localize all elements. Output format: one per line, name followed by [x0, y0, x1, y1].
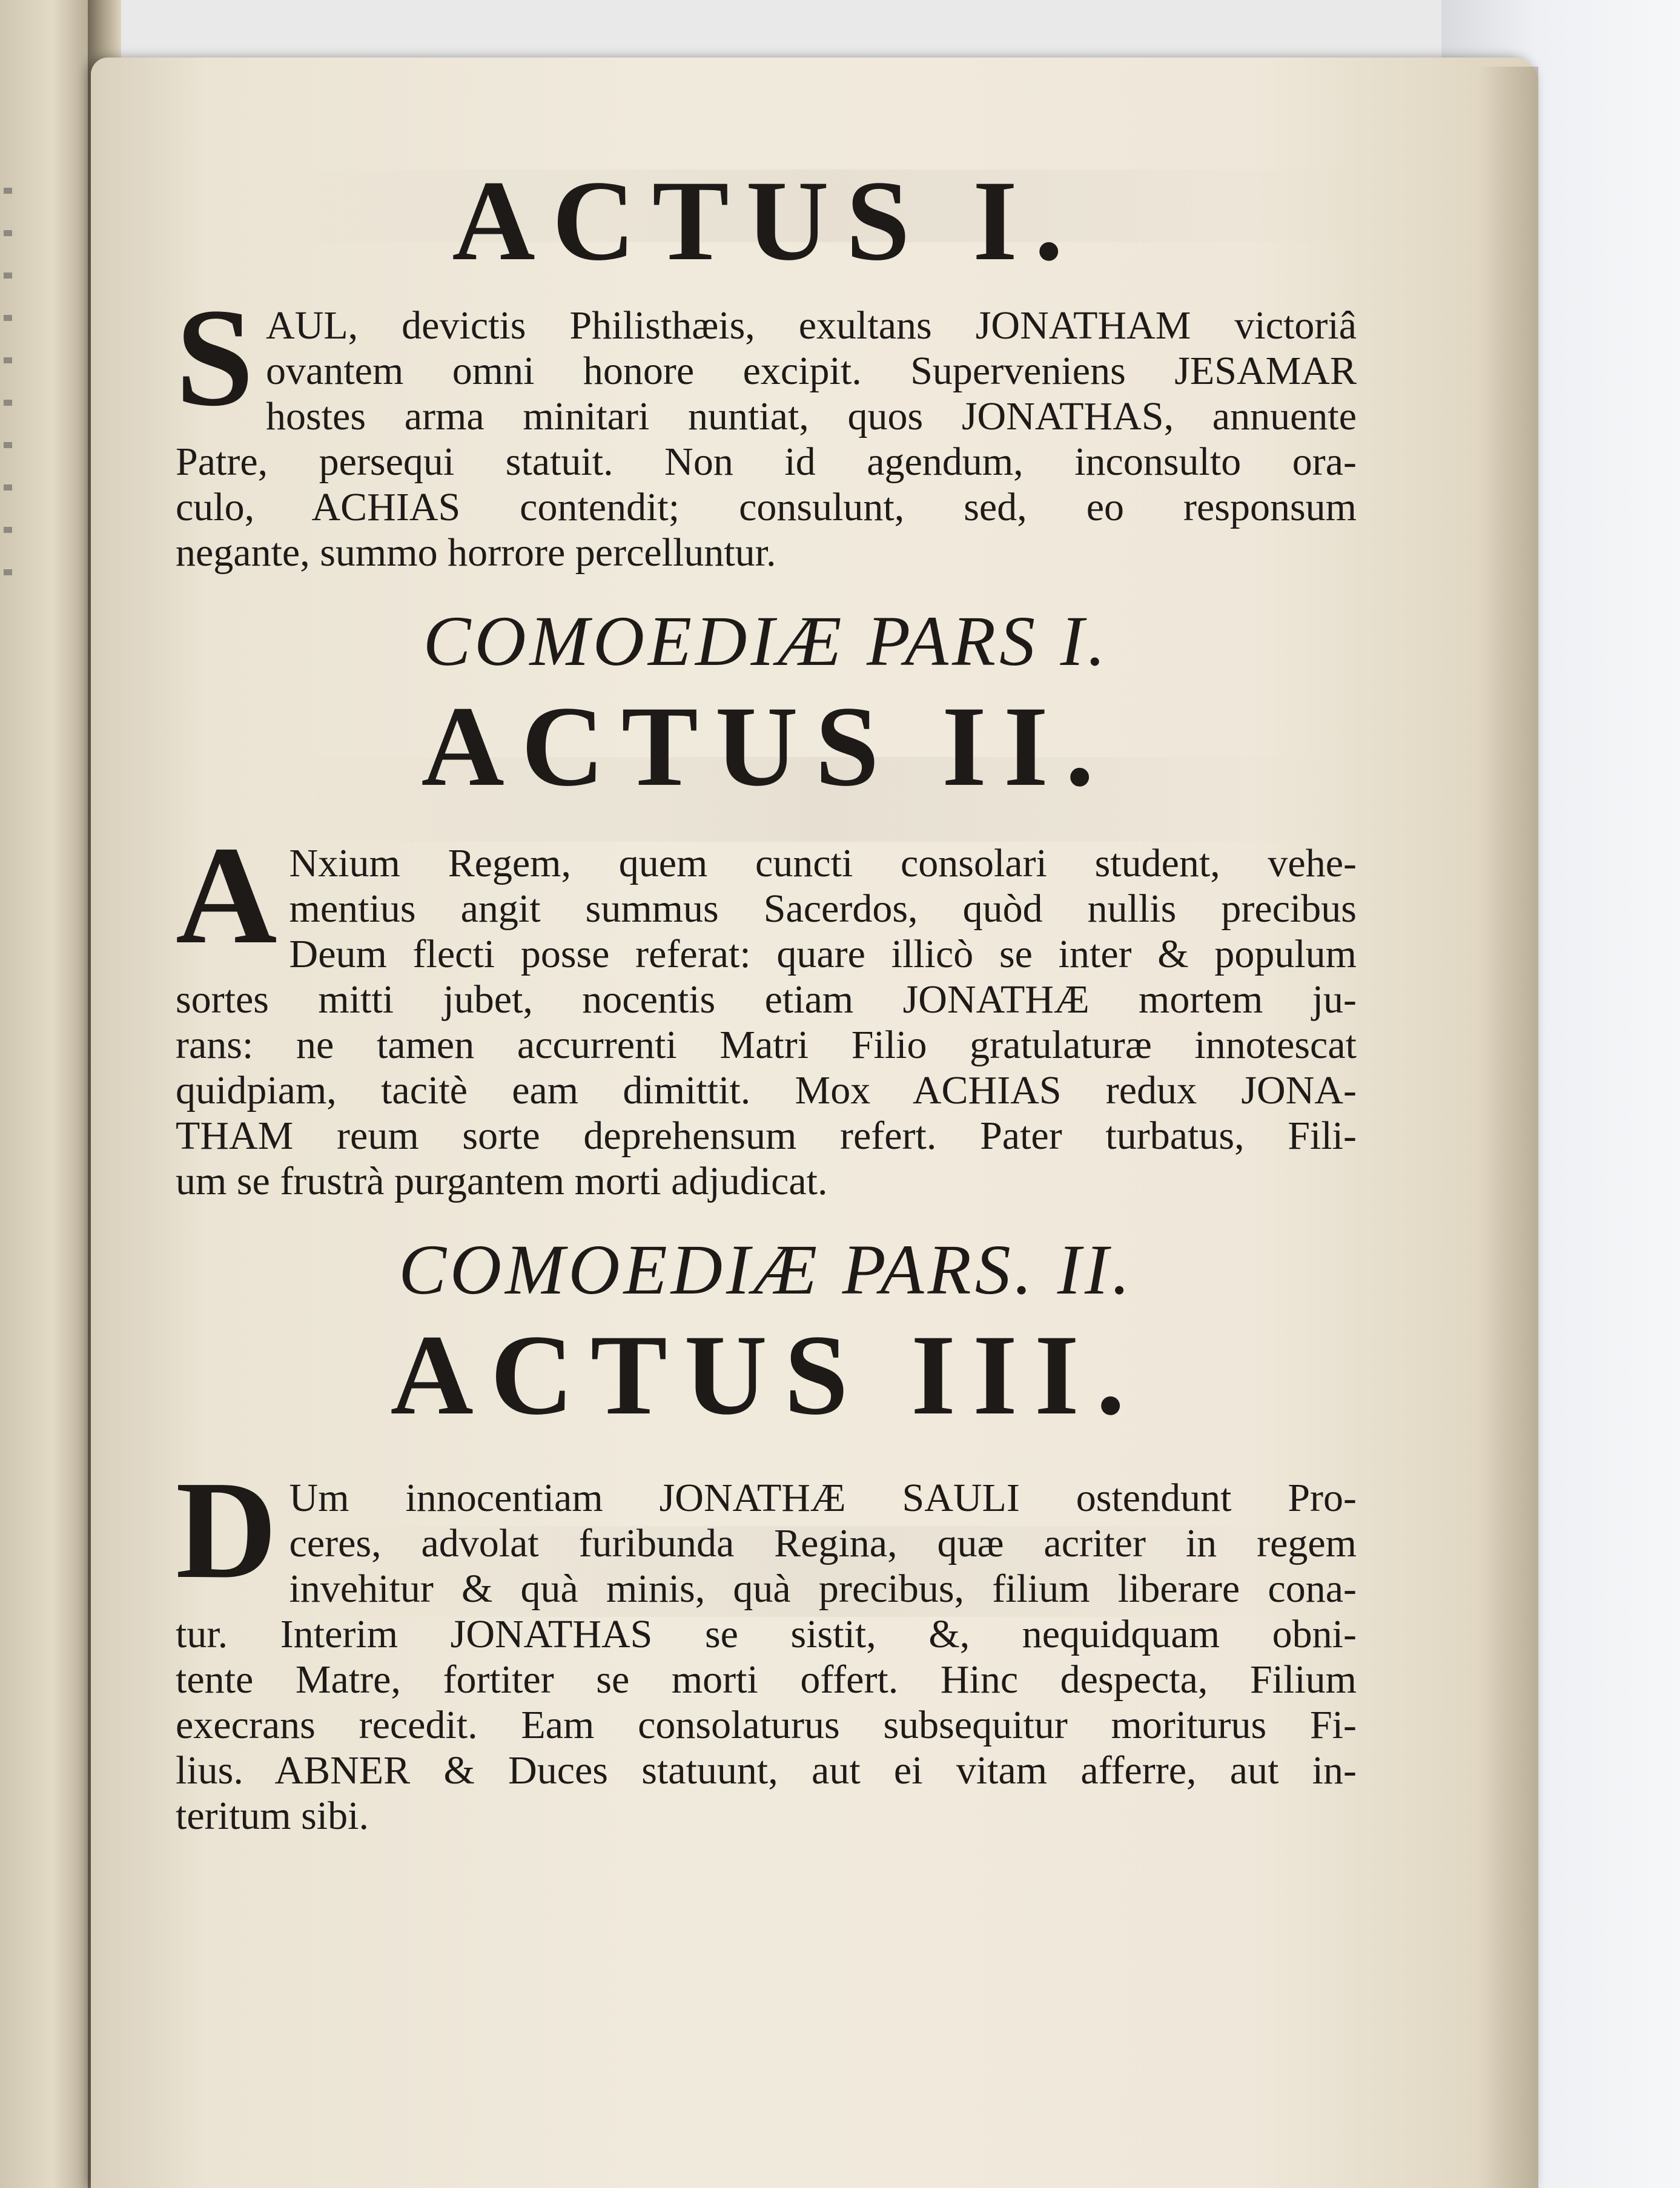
text-line: Um innocentiam JONATHÆ SAULI ostendunt Pro-: [289, 1476, 1357, 1520]
text-line: teritum sibi.: [176, 1794, 369, 1838]
text-line: invehitur & quà minis, quà precibus, filium liberare cona-: [289, 1567, 1357, 1611]
text-line: tente Matre, fortiter se morti offert. Hinc despecta, Filium: [176, 1658, 1357, 1702]
text-line: ceres, advolat furibunda Regina, quæ acriter in regem: [289, 1521, 1357, 1565]
text-line: AUL, devictis Philisthæis, exultans JONATHAM victoriâ: [266, 303, 1357, 348]
text-line: Nxium Regem, quem cuncti consolari student, vehe-: [289, 841, 1357, 885]
text-line: sortes mitti jubet, nocentis etiam JONATHÆ mortem ju-: [176, 977, 1357, 1022]
facing-page-edge: [0, 0, 90, 2188]
act-1-summary: [176, 280, 1357, 575]
text-line: quidpiam, tacitè eam dimittit. Mox ACHIAS redux JONA-: [176, 1068, 1357, 1112]
comoedia-pars-1-heading: COMOEDIÆ PARS I.: [423, 601, 1110, 681]
facing-page-marks: [4, 151, 19, 612]
text-line: mentius angit summus Sacerdos, quòd nullis precibus: [289, 887, 1357, 931]
text-line: ovantem omni honore excipit. Superveniens JESAMAR: [266, 349, 1357, 393]
text-line: Deum flecti posse referat: quare illicò se inter & populum: [289, 932, 1357, 976]
text-line: Patre, persequi statuit. Non id agendum, inconsulto ora-: [176, 440, 1357, 484]
act-2-heading: ACTUS II.: [421, 683, 1111, 810]
text-line: lius. ABNER & Duces statuunt, aut ei vitam afferre, aut in-: [176, 1748, 1357, 1793]
text-line: rans: ne tamen accurrenti Matri Filio gratulaturæ innotescat: [176, 1023, 1357, 1067]
comoedia-pars-2-heading: COMOEDIÆ PARS. II.: [399, 1230, 1134, 1309]
act-1-heading: ACTUS I.: [452, 157, 1080, 285]
text-line: culo, ACHIAS contendit; consulunt, sed, eo responsum: [176, 485, 1357, 529]
text-line: negante, summo horrore percelluntur.: [176, 530, 776, 575]
page-edge-shadow: [1478, 67, 1538, 2188]
text-line: tur. Interim JONATHAS se sistit, &, nequidquam obni-: [176, 1612, 1357, 1656]
act-1-dropcap: S: [176, 280, 254, 435]
text-line: um se frustrà purgantem morti adjudicat.: [176, 1159, 828, 1203]
act-3-heading: ACTUS III.: [390, 1312, 1142, 1439]
page-content: [176, 157, 1357, 1839]
act-3-summary: [176, 1452, 1357, 1839]
act-2-summary: [176, 818, 1357, 1204]
text-line: execrans recedit. Eam consolaturus subsequitur moriturus Fi-: [176, 1703, 1357, 1747]
act-3-dropcap: D: [176, 1452, 277, 1608]
act-2-dropcap: A: [176, 818, 277, 973]
text-line: hostes arma minitari nuntiat, quos JONATHAS, annuente: [266, 394, 1357, 438]
text-line: THAM reum sorte deprehensum refert. Pater turbatus, Fili-: [176, 1114, 1357, 1158]
